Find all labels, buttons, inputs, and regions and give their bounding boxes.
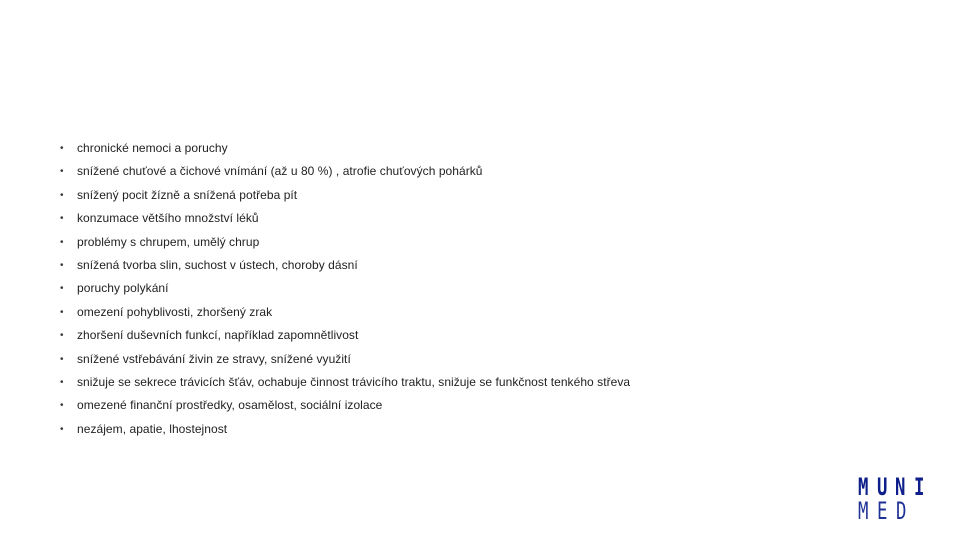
bullet-icon: • [60,353,64,365]
bullet-text: snížené chuťové a čichové vnímání (až u 80 %) , atrofie chuťových pohárků [77,164,483,179]
bullet-text: zhoršení duševních funkcí, například zapomnětlivost [77,328,359,343]
bullet-text: poruchy polykání [77,281,169,296]
bullet-text: nezájem, apatie, lhostejnost [77,421,228,436]
list-item [60,160,920,183]
logo-letter: I [913,473,925,501]
list-item [60,301,920,324]
bullet-text: omezení pohyblivosti, zhoršený zrak [77,304,273,319]
list-item [60,231,920,254]
bullet-text: problémy s chrupem, umělý chrup [77,234,260,249]
list-item [60,348,920,371]
logo-letter: D [895,497,907,525]
list-item [60,371,920,394]
bullet-text: konzumace většího množství léků [77,211,259,226]
bullet-icon: • [60,400,64,412]
bullet-list [60,137,920,441]
list-item [60,324,920,347]
logo-letter: M [857,497,869,525]
logo-letter: E [876,497,888,525]
bullet-icon: • [60,330,64,342]
logo-bottom-row [856,499,908,523]
bullet-icon: • [60,376,64,388]
bullet-text: snížený pocit žízně a snížená potřeba pít [77,187,298,202]
list-item [60,277,920,300]
list-item [60,137,920,160]
bullet-icon: • [60,143,64,154]
logo-letter: U [876,473,888,501]
muni-med-logo [856,475,928,525]
bullet-text: omezené finanční prostředky, osamělost, sociální izolace [77,398,383,413]
bullet-icon: • [60,306,64,318]
list-item [60,207,920,230]
bullet-icon: • [60,283,64,295]
list-item [60,418,920,441]
bullet-text: chronické nemoci a poruchy [77,141,228,155]
list-item [60,254,920,277]
list-item [60,184,920,207]
bullet-icon: • [60,236,64,248]
list-item [60,394,920,417]
bullet-icon: • [60,423,64,435]
logo-letter: M [857,473,869,501]
bullet-icon: • [60,189,64,201]
logo-letter: N [895,473,906,501]
bullet-text: snížené vstřebávání živin ze stravy, snížené využití [77,351,351,366]
logo-top-row [856,475,926,499]
bullet-icon: • [60,166,64,178]
bullet-icon: • [60,259,64,271]
bullet-icon: • [60,213,64,225]
bullet-text: snižuje se sekrece trávicích šťáv, ochabuje činnost trávicího traktu, snižuje se funkčnost tenkého střeva [77,374,631,389]
bullet-text: snížená tvorba slin, suchost v ústech, choroby dásní [77,257,358,272]
